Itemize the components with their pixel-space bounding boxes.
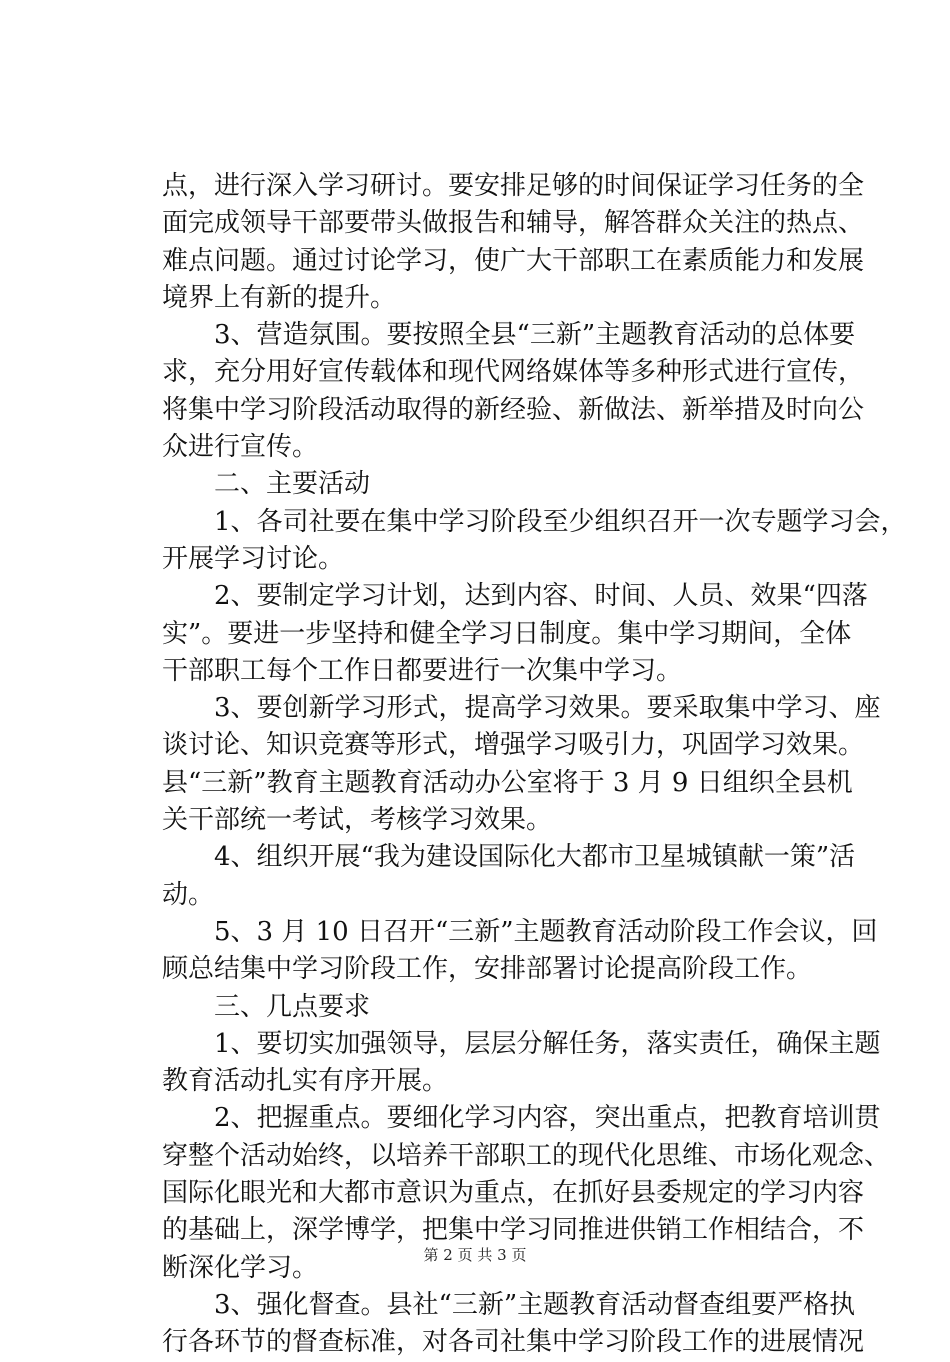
text-line: 县“三新”教育主题教育活动办公室将于 3 月 9 日组织全县机 <box>162 767 853 798</box>
text-line: 1、各司社要在集中学习阶段至少组织召开一次专题学习会， <box>162 506 907 537</box>
text-line: 2、把握重点。要细化学习内容，突出重点，把教育培训贯 <box>162 1103 881 1134</box>
text-line: 动。 <box>162 879 215 910</box>
text-line: 1、要切实加强领导，层层分解任务，落实责任，确保主题 <box>162 1028 881 1059</box>
text-line: 干部职工每个工作日都要进行一次集中学习。 <box>162 655 683 686</box>
text-line: 3、强化督查。县社“三新”主题教育活动督查组要严格执 <box>162 1289 856 1320</box>
text-line: 将集中学习阶段活动取得的新经验、新做法、新举措及时向公 <box>162 394 865 425</box>
text-line: 实”。要进一步坚持和健全学习日制度。集中学习期间，全体 <box>162 618 852 649</box>
text-line: 关干部统一考试，考核学习效果。 <box>162 805 553 836</box>
text-line: 国际化眼光和大都市意识为重点，在抓好县委规定的学习内容 <box>162 1178 865 1209</box>
text-line: 境界上有新的提升。 <box>162 282 397 313</box>
document-body <box>162 168 907 1362</box>
text-line: 面完成领导干部要带头做报告和辅导，解答群众关注的热点、 <box>162 208 865 239</box>
text-line: 3、要创新学习形式，提高学习效果。要采取集中学习、座 <box>162 693 881 724</box>
text-line: 穿整个活动始终，以培养干部职工的现代化思维、市场化观念、 <box>162 1140 891 1171</box>
text-line: 谈讨论、知识竞赛等形式，增强学习吸引力，巩固学习效果。 <box>162 730 865 761</box>
text-line: 3、营造氛围。要按照全县“三新”主题教育活动的总体要 <box>162 320 856 351</box>
text-line: 开展学习讨论。 <box>162 543 345 574</box>
text-line: 的基础上，深学博学，把集中学习同推进供销工作相结合，不 <box>162 1215 865 1246</box>
text-line: 难点问题。通过讨论学习，使广大干部职工在素质能力和发展 <box>162 245 865 276</box>
text-line: 5、3 月 10 日召开“三新”主题教育活动阶段工作会议，回 <box>162 916 878 947</box>
text-line: 二、主要活动 <box>162 469 371 500</box>
text-line: 4、组织开展“我为建设国际化大都市卫星城镇献一策”活 <box>162 842 856 873</box>
text-line: 教育活动扎实有序开展。 <box>162 1066 449 1097</box>
text-line: 点，进行深入学习研讨。要安排足够的时间保证学习任务的全 <box>162 171 865 201</box>
text-line: 求，充分用好宣传载体和现代网络媒体等多种形式进行宣传， <box>162 357 865 388</box>
text-line: 2、要制定学习计划，达到内容、时间、人员、效果“四落 <box>162 581 868 612</box>
text-line: 三、几点要求 <box>162 991 371 1022</box>
text-line: 断深化学习。 <box>162 1252 319 1283</box>
text-line: 顾总结集中学习阶段工作，安排部署讨论提高阶段工作。 <box>162 954 813 985</box>
page-footer: 第 2 页 共 3 页 <box>423 1246 527 1264</box>
text-line: 众进行宣传。 <box>162 432 319 463</box>
text-line: 行各环节的督查标准，对各司社集中学习阶段工作的进展情况 <box>162 1327 865 1358</box>
